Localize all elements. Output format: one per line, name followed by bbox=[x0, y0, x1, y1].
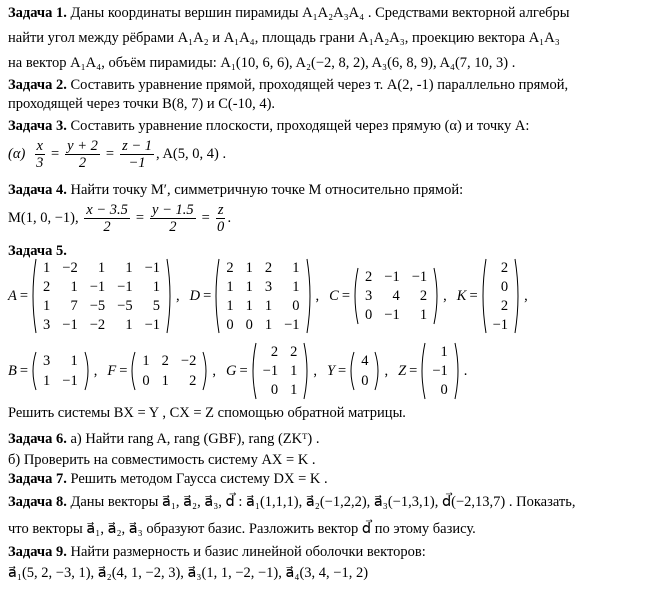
matrix-cell: 0 bbox=[440, 382, 448, 399]
matrix-cell: 5 bbox=[152, 297, 161, 314]
matrix-body bbox=[213, 258, 312, 334]
matrix-cell: 1 bbox=[292, 278, 300, 295]
task2-line2: проходящей через точки B(8, 7) и C(-10, 4). bbox=[8, 96, 276, 112]
task4-title: Задача 4. bbox=[8, 182, 67, 198]
matrix-cell: 0 bbox=[226, 316, 234, 333]
matrix-cell: 2 bbox=[500, 259, 509, 276]
frac-num: z bbox=[217, 202, 224, 218]
task3-title: Задача 3. bbox=[8, 118, 67, 134]
right-paren bbox=[433, 267, 440, 325]
separator: , bbox=[384, 362, 389, 379]
task1-line2: найти угол между рёбрами A₁A₂ и A₁A₄, площадь грани A₁A₂A₃, проекцию вектора A₁A₃ bbox=[8, 30, 560, 46]
matrix-cell: −5 bbox=[117, 297, 133, 314]
task9-line1 bbox=[8, 543, 426, 561]
matrix-name: A bbox=[8, 287, 17, 304]
left-paren bbox=[129, 351, 136, 391]
frac-den: 2 bbox=[78, 155, 87, 171]
separator: , bbox=[93, 362, 98, 379]
matrix-cell: 2 bbox=[189, 373, 197, 389]
equals-sign: = bbox=[19, 362, 29, 379]
matrix-cell: 1 bbox=[125, 316, 133, 333]
separator: , bbox=[212, 362, 216, 379]
task3-alpha: (α) bbox=[8, 146, 26, 162]
right-paren bbox=[166, 258, 173, 334]
task6-title: Задача 6. bbox=[8, 431, 67, 447]
matrix-cell: 1 bbox=[97, 259, 106, 276]
matrix-cell: 0 bbox=[245, 316, 253, 333]
equals-sign: = bbox=[469, 287, 478, 304]
task6-line1 bbox=[8, 430, 319, 448]
matrix-cell: 7 bbox=[70, 297, 78, 314]
matrix-c bbox=[329, 267, 457, 325]
task4-end: . bbox=[227, 210, 232, 226]
matrix-cell: 2 bbox=[270, 343, 279, 360]
task3-text: Составить уравнение плоскости, проходящей через прямую (α) и точку А: bbox=[70, 118, 530, 134]
separator: , bbox=[315, 287, 320, 304]
right-paren bbox=[202, 351, 209, 391]
matrix-cell: −1 bbox=[492, 316, 509, 333]
matrix-cell: 1 bbox=[264, 316, 273, 333]
task3-frac2 bbox=[65, 138, 100, 171]
task7-text: Решить методом Гаусса систему DX = K . bbox=[70, 471, 328, 487]
matrix-cell: 4 bbox=[392, 287, 400, 304]
matrix-cell: 3 bbox=[43, 316, 51, 333]
matrix-cell: 1 bbox=[264, 297, 273, 314]
frac-num: z − 1 bbox=[122, 138, 153, 154]
matrix-z bbox=[398, 342, 477, 400]
right-paren bbox=[454, 342, 461, 400]
matrix-cell: 0 bbox=[292, 297, 300, 314]
task1-title: Задача 1. bbox=[8, 5, 67, 21]
frac-den: 0 bbox=[217, 219, 225, 235]
task2-line1 bbox=[8, 76, 568, 94]
matrix-cell: 1 bbox=[292, 259, 300, 276]
matrix-cell: 2 bbox=[500, 297, 509, 314]
matrix-cell: 1 bbox=[245, 259, 253, 276]
matrix-cell: 2 bbox=[43, 278, 51, 295]
matrix-cell: 2 bbox=[226, 259, 234, 276]
left-paren bbox=[30, 258, 37, 334]
matrix-cell: 0 bbox=[142, 373, 150, 389]
right-paren bbox=[84, 351, 91, 391]
task1-line3: на вектор A₁A₄, объём пирамиды: A₁(10, 6, 6), A₂(−2, 8, 2), A₃(6, 8, 9), A₄(7, 10, 3) . bbox=[8, 55, 516, 71]
matrix-cell: −1 bbox=[144, 259, 161, 276]
task9-text1: Найти размерность и базис линейной оболочки векторов: bbox=[70, 544, 426, 560]
task5-title: Задача 5. bbox=[8, 243, 67, 259]
matrix-body bbox=[480, 258, 521, 334]
matrix-k bbox=[457, 258, 538, 334]
matrix-cell: −1 bbox=[284, 316, 300, 333]
matrix-name: F bbox=[107, 362, 117, 379]
equals-sign: = bbox=[409, 362, 418, 379]
separator: , bbox=[443, 287, 447, 304]
task3-equation: (α) $\frac{x}{3}$ = $\frac{y + 2}{2}$ = $\frac{z - 1}{-1}$ , A(5, 0, 4) . bbox=[8, 138, 227, 171]
matrix-cell: 1 bbox=[161, 373, 169, 389]
matrix-cell: 2 bbox=[290, 343, 298, 360]
equals-sign: = bbox=[119, 362, 128, 379]
task2-title: Задача 2. bbox=[8, 77, 67, 93]
frac-num: y − 1.5 bbox=[152, 202, 194, 218]
task4-line1 bbox=[8, 181, 463, 199]
matrix-body bbox=[419, 342, 460, 400]
left-paren bbox=[419, 342, 426, 400]
matrix-name: D bbox=[189, 287, 201, 304]
frac-num: y + 2 bbox=[67, 138, 98, 154]
matrix-cell: −2 bbox=[180, 353, 197, 369]
matrix-cell: −1 bbox=[62, 316, 78, 333]
matrix-cell: 1 bbox=[419, 307, 428, 324]
task7-title: Задача 7. bbox=[8, 471, 67, 487]
matrix-cell: −5 bbox=[89, 297, 106, 314]
task7-line bbox=[8, 470, 328, 488]
task5-matrices-row2 bbox=[8, 342, 477, 400]
matrix-cell: 3 bbox=[264, 278, 273, 295]
matrix-cell: 1 bbox=[152, 278, 161, 295]
frac-den: −1 bbox=[128, 155, 146, 171]
matrix-cell: 1 bbox=[43, 297, 51, 314]
matrix-name: Z bbox=[398, 362, 407, 379]
task1-text1: Даны координаты вершин пирамиды A₁A₂A₃A₄ . Средствами векторной алгебры bbox=[70, 5, 570, 21]
matrix-cell: 1 bbox=[226, 297, 234, 314]
matrix-cell: −2 bbox=[62, 259, 78, 276]
matrix-cell: 3 bbox=[365, 287, 373, 304]
task3-line1 bbox=[8, 117, 529, 135]
matrix-cell: 0 bbox=[365, 307, 373, 324]
equals-sign: = bbox=[338, 362, 347, 379]
matrix-name: C bbox=[329, 287, 339, 304]
task3-point: , A(5, 0, 4) . bbox=[156, 146, 227, 162]
matrix-name: K bbox=[456, 287, 467, 304]
matrix-cell: 2 bbox=[419, 287, 428, 304]
matrix-body bbox=[348, 351, 381, 391]
separator: , bbox=[524, 287, 528, 304]
task4-equation: M(1, 0, −1), $\frac{x - 3.5}{2}$ = $\frac{y - 1.5}{2}$ = $\frac{z}{0}$ . bbox=[8, 202, 232, 235]
frac-den: 2 bbox=[169, 219, 177, 235]
matrix-f bbox=[107, 351, 226, 391]
matrix-cell: 1 bbox=[70, 353, 78, 369]
separator: , bbox=[313, 362, 317, 379]
matrix-cell: 1 bbox=[245, 278, 253, 295]
task8-line1 bbox=[8, 493, 575, 511]
task4-frac1 bbox=[84, 202, 130, 235]
matrix-cell: −1 bbox=[144, 316, 161, 333]
left-paren bbox=[250, 342, 257, 400]
left-paren bbox=[480, 258, 487, 334]
matrix-cell: −1 bbox=[384, 268, 400, 285]
matrix-cell: 1 bbox=[70, 278, 78, 295]
matrix-cell: 1 bbox=[125, 259, 133, 276]
matrix-cell: −1 bbox=[62, 373, 78, 389]
matrix-cell: 1 bbox=[290, 362, 298, 379]
matrix-body bbox=[129, 351, 209, 391]
task4-frac2 bbox=[150, 202, 196, 235]
matrix-cell: −1 bbox=[411, 268, 428, 285]
right-paren bbox=[303, 342, 310, 400]
matrix-cell: 1 bbox=[142, 353, 150, 369]
equals-sign: = bbox=[239, 362, 248, 379]
matrix-name: B bbox=[8, 362, 17, 379]
matrix-cell: −1 bbox=[89, 278, 106, 295]
matrix-cell: 0 bbox=[361, 373, 369, 389]
frac-den: 3 bbox=[36, 155, 44, 171]
matrix-name: G bbox=[225, 362, 237, 379]
matrix-cell: −1 bbox=[262, 362, 279, 379]
matrix-d bbox=[190, 258, 329, 334]
matrix-name: Y bbox=[326, 362, 336, 379]
matrix-cell: 1 bbox=[245, 297, 253, 314]
matrix-body bbox=[30, 351, 91, 391]
task6-a: а) Найти rang A, rang (GBF), rang (ZKᵀ) . bbox=[70, 431, 320, 447]
frac-num: x bbox=[36, 138, 43, 154]
task3-frac3 bbox=[120, 138, 154, 171]
matrix-g bbox=[226, 342, 327, 400]
task9-line2: a⃗₁(5, 2, −3, 1), a⃗₂(4, 1, −2, 3), a⃗₃(1, 1, −2, −1), a⃗₄(3, 4, −1, 2) bbox=[8, 565, 369, 581]
matrix-cell: −1 bbox=[384, 307, 400, 324]
matrix-cell: 3 bbox=[43, 353, 51, 369]
matrix-body bbox=[30, 258, 173, 334]
task4-frac3 bbox=[216, 202, 226, 235]
task8-text1: Даны векторы a⃗₁, a⃗₂, a⃗₃, d⃗ : a⃗₁(1,1,1), a⃗₂(−1,2,2), a⃗₃(−1,3,1), d⃗(−2,13,7) . Показать, bbox=[70, 494, 576, 510]
matrix-cell: −1 bbox=[432, 362, 448, 379]
separator: , bbox=[176, 287, 180, 304]
matrix-cell: −1 bbox=[117, 278, 133, 295]
task3-frac1 bbox=[35, 138, 45, 171]
matrix-cell: 2 bbox=[264, 259, 273, 276]
task4-point: M(1, 0, −1), bbox=[8, 210, 79, 226]
task1-line1 bbox=[8, 4, 570, 22]
left-paren bbox=[352, 267, 359, 325]
equals-sign: = bbox=[19, 287, 29, 304]
matrix-cell: 4 bbox=[361, 353, 369, 369]
task8-line2: что векторы a⃗₁, a⃗₂, a⃗₃ образуют базис. Разложить вектор d⃗ по этому базису. bbox=[8, 521, 476, 537]
matrix-cell: 1 bbox=[290, 382, 298, 399]
matrix-a bbox=[8, 258, 190, 334]
frac-num: x − 3.5 bbox=[86, 202, 128, 218]
matrix-cell: 0 bbox=[500, 278, 509, 295]
task9-title: Задача 9. bbox=[8, 544, 67, 560]
matrix-b bbox=[8, 351, 107, 391]
task2-text1: Составить уравнение прямой, проходящей через т. A(2, -1) параллельно прямой, bbox=[70, 77, 569, 93]
matrix-cell: 0 bbox=[270, 382, 279, 399]
matrix-y bbox=[327, 351, 398, 391]
matrix-cell: 1 bbox=[43, 259, 51, 276]
right-paren bbox=[306, 258, 313, 334]
matrix-body bbox=[250, 342, 311, 400]
matrix-cell: −2 bbox=[89, 316, 106, 333]
frac-den: 2 bbox=[103, 219, 111, 235]
right-paren bbox=[514, 258, 521, 334]
matrix-cell: 2 bbox=[365, 268, 373, 285]
task5-matrices-row1 bbox=[8, 258, 538, 334]
task5-solve: Решить системы BX = Y , CX = Z спомощью обратной матрицы. bbox=[8, 405, 406, 421]
left-paren bbox=[348, 351, 355, 391]
matrix-cell: 2 bbox=[161, 353, 169, 369]
equals-sign: = bbox=[203, 287, 212, 304]
matrix-body bbox=[352, 267, 440, 325]
task6-line2: б) Проверить на совместимость систему AX = K . bbox=[8, 452, 316, 468]
task4-text: Найти точку M′, симметричную точке M относительно прямой: bbox=[70, 182, 464, 198]
matrix-cell: 1 bbox=[43, 373, 51, 389]
left-paren bbox=[213, 258, 220, 334]
left-paren bbox=[30, 351, 37, 391]
right-paren bbox=[374, 351, 381, 391]
separator: . bbox=[463, 362, 468, 379]
matrix-cell: 1 bbox=[226, 278, 234, 295]
matrix-cell: 1 bbox=[440, 343, 448, 360]
task8-title: Задача 8. bbox=[8, 494, 67, 510]
equals-sign: = bbox=[341, 287, 351, 304]
